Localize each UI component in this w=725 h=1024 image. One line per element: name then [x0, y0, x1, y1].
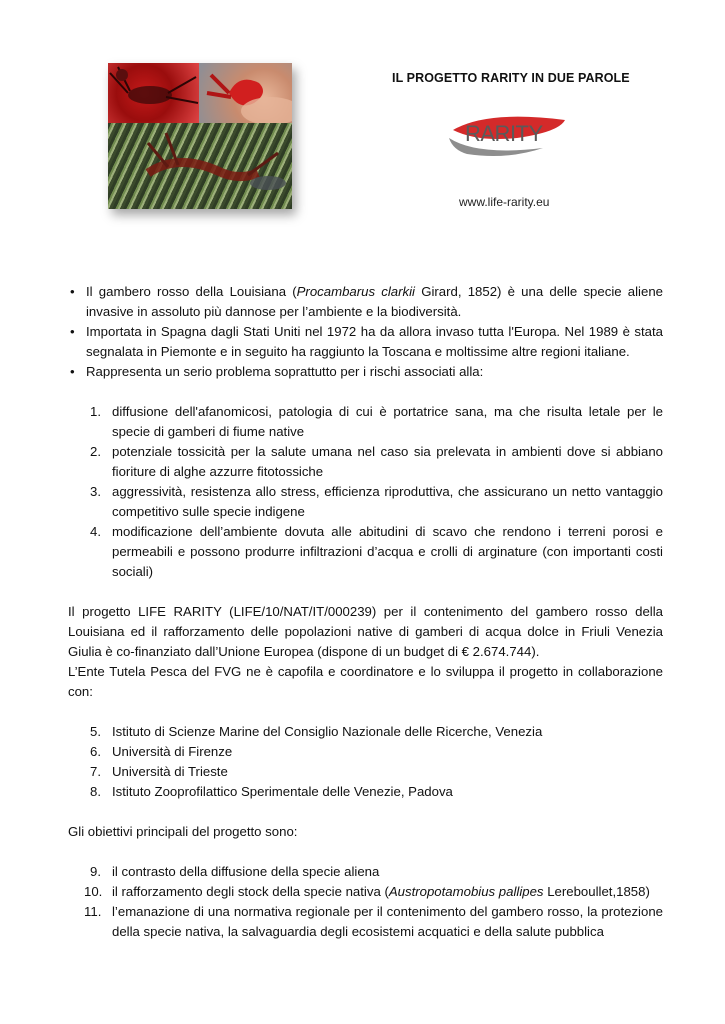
partners-list	[68, 722, 663, 802]
logo-text: RARITY	[465, 121, 543, 146]
crayfish-photo-collage	[108, 63, 292, 209]
list-item: 2. potenziale tossicità per la salute umana nel caso sia prelevata in ambienti dove si abbiano fioriture di alghe azzurre fitotossiche	[90, 444, 663, 479]
list-item: 5. Istituto di Scienze Marine del Consiglio Nazionale delle Ricerche, Venezia	[90, 724, 543, 739]
list-item: 9. il contrasto della diffusione della specie aliena	[90, 864, 380, 879]
crayfish-photo-grass	[108, 123, 292, 209]
bullet-item: • Rappresenta un serio problema soprattutto per i rischi associati alla:	[68, 362, 663, 382]
lead-partner-paragraph: L’Ente Tutela Pesca del FVG ne è capofila e coordinatore e lo sviluppa il progetto in collaborazione con:	[68, 664, 663, 699]
list-item: 4. modificazione dell’ambiente dovuta alle abitudini di scavo che rendono i terreni porosi e permeabili e possono produrre infiltrazioni d’acqua e crolli di arginature (con importanti costi sociali)	[90, 524, 663, 579]
list-item: 7. Università di Trieste	[90, 764, 228, 779]
intro-bullet-list	[68, 282, 663, 382]
crayfish-photo-in-hand	[199, 63, 292, 123]
page-title: IL PROGETTO RARITY IN DUE PAROLE	[392, 71, 630, 85]
project-paragraph: Il progetto LIFE RARITY (LIFE/10/NAT/IT/000239) per il contenimento del gambero rosso della Louisiana ed il rafforzamento delle popolazioni native di gamberi di acqua dolce in Friuli Venezia Giulia è co-finanziato dall’Unione Europea (dispone di un budget di € 2.674.744).	[68, 604, 663, 659]
objectives-intro: Gli obiettivi principali del progetto sono:	[68, 824, 298, 839]
document-body	[68, 282, 663, 942]
objectives-list	[68, 862, 663, 942]
bullet-item: • Il gambero rosso della Louisiana (Procambarus clarkii Girard, 1852) è una delle specie aliene invasive in assoluto più dannose per l’ambiente e la biodiversità.	[68, 282, 663, 322]
crayfish-photo-red-background	[108, 63, 199, 123]
list-item: 10. il rafforzamento degli stock della specie nativa (Austropotamobius pallipes Lereboullet,1858)	[84, 884, 650, 899]
risks-list	[68, 402, 663, 582]
list-item: 1. diffusione dell'afanomicosi, patologia di cui è portatrice sana, ma che risulta letale per le specie di gamberi di fiume native	[90, 404, 663, 439]
list-item: 11. l’emanazione di una normativa regionale per il contenimento del gambero rosso, la protezione della specie nativa, la salvaguardia degli ecosistemi acquatici e della salute pubblica	[84, 904, 663, 939]
rarity-logo	[447, 108, 569, 158]
list-item: 3. aggressività, resistenza allo stress, efficienza riproduttiva, che assicurano un netto vantaggio competitivo sulle specie indigene	[90, 484, 663, 519]
website-url: www.life-rarity.eu	[459, 195, 550, 209]
bullet-item: • Importata in Spagna dagli Stati Uniti nel 1972 ha da allora invaso tutta l'Europa. Nel 1989 è stata segnalata in Piemonte e in seguito ha raggiunto la Toscana e moltissime altre regioni italiane.	[68, 322, 663, 362]
list-item: 8. Istituto Zooprofilattico Sperimentale delle Venezie, Padova	[90, 784, 453, 799]
list-item: 6. Università di Firenze	[90, 744, 233, 759]
